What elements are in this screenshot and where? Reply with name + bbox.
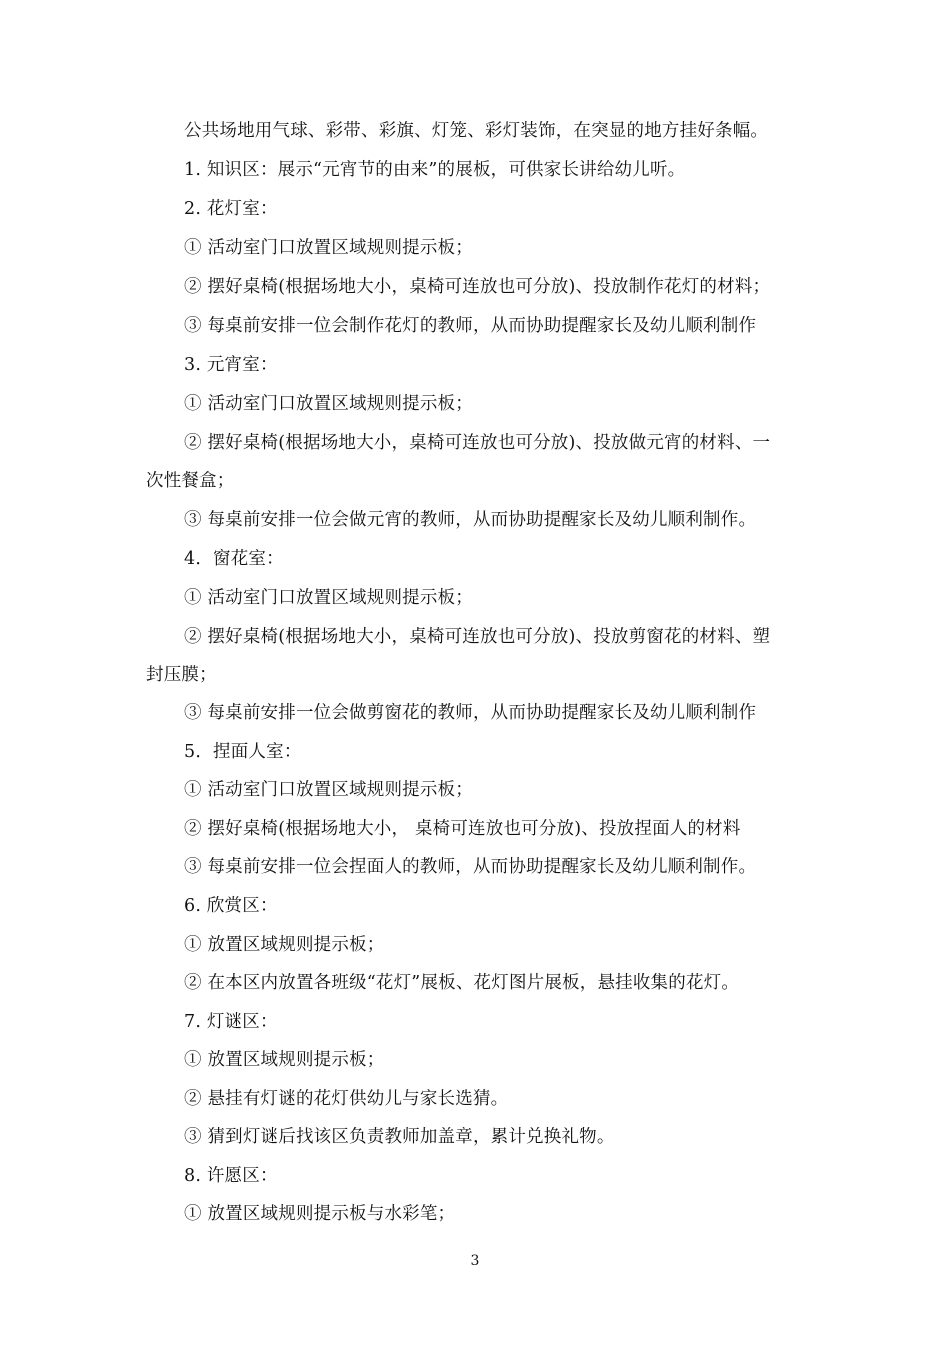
- riddle-area-point-2: ② 悬挂有灯谜的花灯供幼儿与家长选猜。: [184, 1089, 509, 1109]
- lantern-room-point-2: ② 摆好桌椅(根据场地大小，桌椅可连放也可分放)、投放制作花灯的材料；: [184, 277, 771, 297]
- paper-cut-room-point-1: ① 活动室门口放置区域规则提示板；: [184, 588, 473, 608]
- yuanxiao-room-point-2-continued: 次性餐盒；: [146, 471, 235, 491]
- lantern-room-point-1: ① 活动室门口放置区域规则提示板；: [184, 238, 473, 258]
- yuanxiao-room-point-3: ③ 每桌前安排一位会做元宵的教师，从而协助提醒家长及幼儿顺利制作。: [184, 510, 757, 530]
- yuanxiao-room-point-1: ① 活动室门口放置区域规则提示板；: [184, 394, 473, 414]
- dough-figure-room-point-1: ① 活动室门口放置区域规则提示板；: [184, 780, 473, 800]
- wish-area-heading: 8. 许愿区：: [184, 1166, 278, 1186]
- paper-cut-room-point-2-continued: 封压膜；: [146, 665, 217, 685]
- intro-paragraph: 公共场地用气球、彩带、彩旗、灯笼、彩灯装饰，在突显的地方挂好条幅。: [184, 121, 769, 141]
- appreciation-area-point-2: ② 在本区内放置各班级“花灯”展板、花灯图片展板，悬挂收集的花灯。: [184, 973, 740, 993]
- page-number: 3: [470, 1253, 480, 1269]
- riddle-area-point-1: ① 放置区域规则提示板；: [184, 1050, 385, 1070]
- dough-figure-room-heading: 5．捏面人室：: [184, 742, 302, 762]
- paper-cut-room-point-3: ③ 每桌前安排一位会做剪窗花的教师，从而协助提醒家长及幼儿顺利制作: [184, 703, 757, 723]
- appreciation-area-heading: 6. 欣赏区：: [184, 896, 278, 916]
- dough-figure-room-point-2: ② 摆好桌椅(根据场地大小， 桌椅可连放也可分放)、投放捏面人的材料: [184, 819, 741, 839]
- paper-cut-room-point-2: ② 摆好桌椅(根据场地大小，桌椅可连放也可分放)、投放剪窗花的材料、塑: [184, 627, 771, 647]
- riddle-area-heading: 7. 灯谜区：: [184, 1012, 278, 1032]
- paper-cut-room-heading: 4．窗花室：: [184, 549, 284, 569]
- lantern-room-point-3: ③ 每桌前安排一位会制作花灯的教师，从而协助提醒家长及幼儿顺利制作: [184, 316, 757, 336]
- lantern-room-heading: 2. 花灯室：: [184, 199, 278, 219]
- riddle-area-point-3: ③ 猜到灯谜后找该区负责教师加盖章，累计兑换礼物。: [184, 1127, 615, 1147]
- dough-figure-room-point-3: ③ 每桌前安排一位会捏面人的教师，从而协助提醒家长及幼儿顺利制作。: [184, 857, 757, 877]
- knowledge-area-item: 1. 知识区：展示“元宵节的由来”的展板，可供家长讲给幼儿听。: [184, 160, 686, 180]
- yuanxiao-room-heading: 3. 元宵室：: [184, 355, 278, 375]
- wish-area-point-1: ① 放置区域规则提示板与水彩笔；: [184, 1204, 456, 1224]
- yuanxiao-room-point-2: ② 摆好桌椅(根据场地大小，桌椅可连放也可分放)、投放做元宵的材料、一: [184, 433, 771, 453]
- appreciation-area-point-1: ① 放置区域规则提示板；: [184, 935, 385, 955]
